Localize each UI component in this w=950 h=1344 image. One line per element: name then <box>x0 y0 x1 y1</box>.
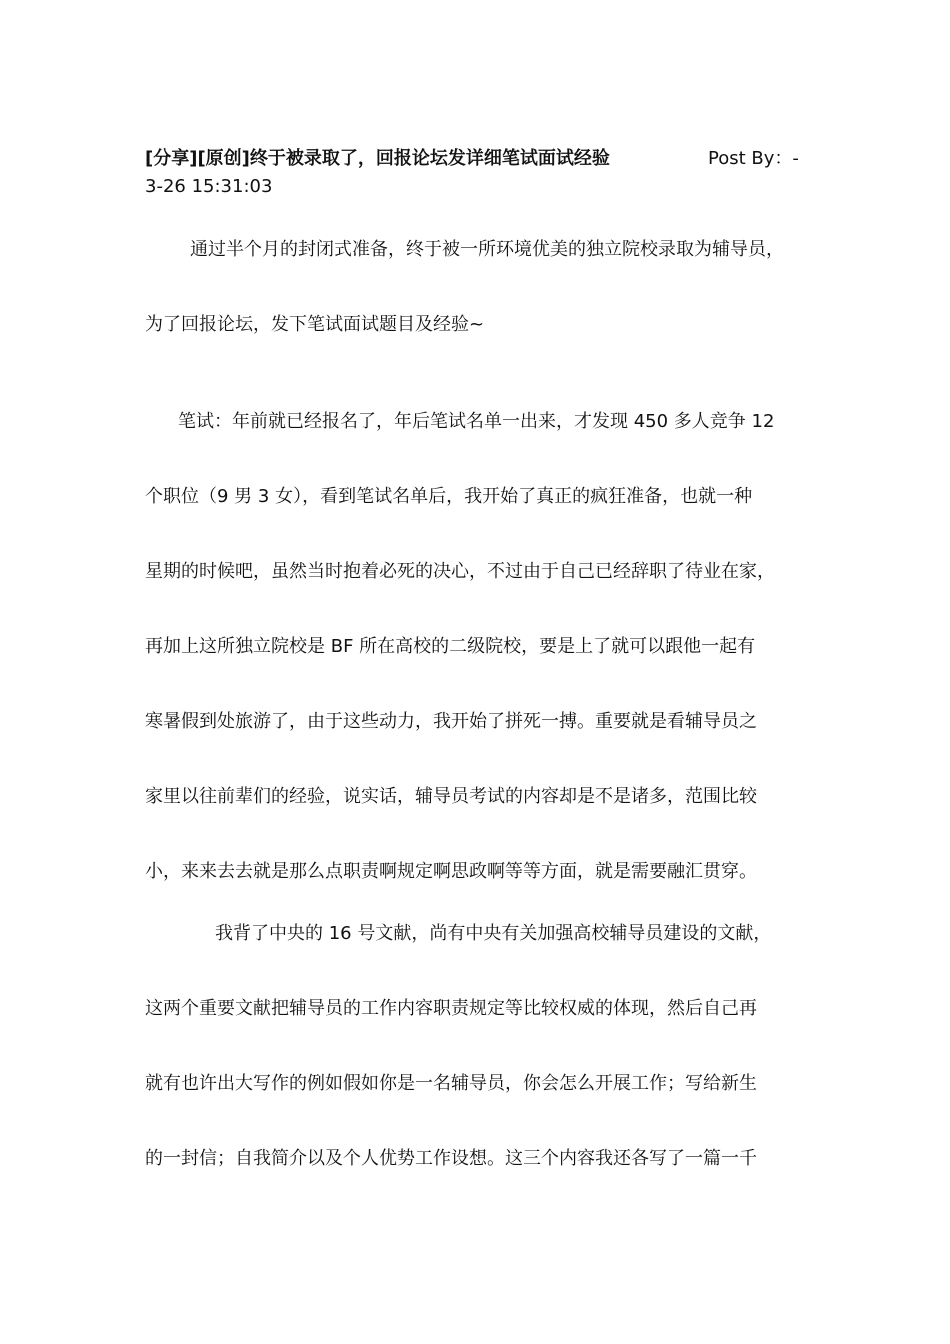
paragraph-line: 笔试：年前就已经报名了，年后笔试名单一出来，才发现 450 多人竞争 12 <box>178 411 775 432</box>
paragraph-line: 寒暑假到处旅游了，由于这些动力，我开始了拼死一搏。重要就是看辅导员之 <box>145 711 757 732</box>
paragraph-line: 再加上这所独立院校是 BF 所在高校的二级院校，要是上了就可以跟他一起有 <box>145 636 756 657</box>
paragraph-line: 个职位（9 男 3 女），看到笔试名单后，我开始了真正的疯狂准备，也就一种 <box>145 486 753 507</box>
paragraph-line: 星期的时候吧，虽然当时抱着必死的决心，不过由于自己已经辞职了待业在家， <box>145 561 775 582</box>
post-date: 3-26 15:31:03 <box>145 176 273 197</box>
paragraph-line: 为了回报论坛，发下笔试面试题目及经验~ <box>145 314 485 335</box>
paragraph-line: 我背了中央的 16 号文献，尚有中央有关加强高校辅导员建设的文献， <box>215 923 772 944</box>
paragraph-line: 通过半个月的封闭式准备，终于被一所环境优美的独立院校录取为辅导员， <box>190 239 784 260</box>
post-by-label: Post By：- <box>708 148 799 169</box>
paragraph-line: 就有也许出大写作的例如假如你是一名辅导员，你会怎么开展工作；写给新生 <box>145 1073 757 1094</box>
paragraph-line: 这两个重要文献把辅导员的工作内容职责规定等比较权威的体现，然后自己再 <box>145 998 757 1019</box>
paragraph-line: 家里以往前辈们的经验，说实话，辅导员考试的内容却是不是诸多，范围比较 <box>145 786 757 807</box>
paragraph-line: 的一封信；自我简介以及个人优势工作设想。这三个内容我还各写了一篇一千 <box>145 1148 757 1169</box>
paragraph-line: 小，来来去去就是那么点职责啊规定啊思政啊等等方面，就是需要融汇贯穿。 <box>145 861 757 882</box>
post-title: [分享][原创]终于被录取了，回报论坛发详细笔试面试经验 <box>145 148 610 169</box>
